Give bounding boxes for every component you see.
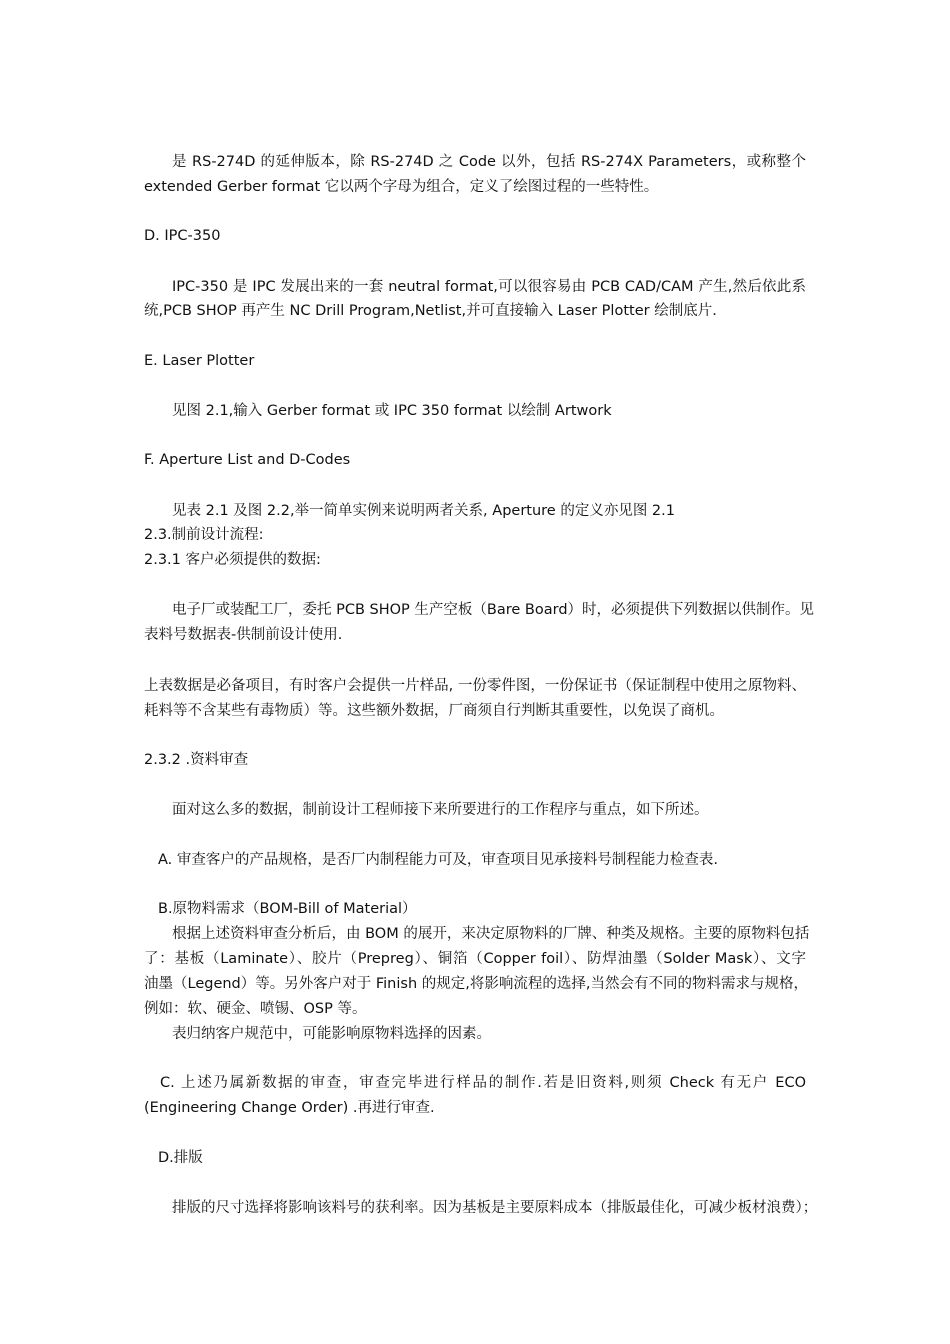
paragraph-line: 根据上述资料审查分析后，由 BOM 的展开，来决定原物料的厂牌、种类及规格。主要的原物料包括	[172, 926, 810, 942]
section-heading: 2.3.1 客户必须提供的数据:	[144, 552, 321, 568]
paragraph-line: extended Gerber format 它以两个字母为组合，定义了绘图过程的一些特性。	[144, 179, 659, 195]
list-item: C. 上述乃属新数据的审查，审查完毕进行样品的制作.若是旧资料,则须 Check 有无户 ECO	[160, 1075, 806, 1091]
list-item: B.原物料需求（BOM-Bill of Material）	[158, 901, 417, 917]
paragraph-line: 表料号数据表-供制前设计使用.	[144, 627, 343, 643]
list-item: D.排版	[158, 1150, 203, 1166]
section-heading: E. Laser Plotter	[144, 353, 255, 369]
paragraph-line: 电子厂或装配工厂，委托 PCB SHOP 生产空板（Bare Board）时，必须提供下列数据以供制作。见	[172, 602, 815, 618]
paragraph-line: 是 RS-274D 的延伸版本，除 RS-274D 之 Code 以外，包括 RS-274X Parameters，或称整个	[172, 154, 806, 170]
section-heading: 2.3.制前设计流程:	[144, 527, 264, 543]
paragraph-line: 上表数据是必备项目，有时客户会提供一片样品, 一份零件图，一份保证书（保证制程中使用之原物料、	[144, 678, 806, 694]
paragraph-line: IPC-350 是 IPC 发展出来的一套 neutral format,可以很容易由 PCB CAD/CAM 产生,然后依此系	[172, 279, 806, 295]
section-heading: F. Aperture List and D-Codes	[144, 452, 351, 468]
paragraph-line: 见表 2.1 及图 2.2,举一简单实例来说明两者关系, Aperture 的定义亦见图 2.1	[172, 503, 675, 519]
paragraph-line: 统,PCB SHOP 再产生 NC Drill Program,Netlist,并可直接输入 Laser Plotter 绘制底片.	[144, 303, 717, 319]
paragraph-line: 油墨（Legend）等。另外客户对于 Finish 的规定,将影响流程的选择,当然会有不同的物料需求与规格，	[144, 976, 808, 992]
list-item: A. 审查客户的产品规格，是否厂内制程能力可及，审查项目见承接料号制程能力检查表.	[158, 852, 718, 868]
paragraph-line: 表归纳客户规范中，可能影响原物料选择的因素。	[172, 1026, 491, 1042]
paragraph-line: 排版的尺寸选择将影响该料号的获利率。因为基板是主要原料成本（排版最佳化，可减少板材浪费）；	[172, 1200, 818, 1216]
section-heading: D. IPC-350	[144, 228, 221, 244]
paragraph-line: 了：基板（Laminate）、胶片（Prepreg）、铜箔（Copper foil）、防焊油墨（Solder Mask）、文字	[144, 951, 806, 967]
paragraph-line: 例如：软、硬金、喷锡、OSP 等。	[144, 1001, 367, 1017]
paragraph-line: 面对这么多的数据，制前设计工程师接下来所要进行的工作程序与重点，如下所述。	[172, 802, 709, 818]
paragraph-line: (Engineering Change Order) .再进行审查.	[144, 1100, 435, 1116]
section-heading: 2.3.2 .资料审查	[144, 752, 249, 768]
paragraph-line: 耗料等不含某些有毒物质）等。这些额外数据，厂商须自行判断其重要性，以免误了商机。	[144, 703, 724, 719]
paragraph-line: 见图 2.1,输入 Gerber format 或 IPC 350 format 以绘制 Artwork	[172, 403, 612, 419]
